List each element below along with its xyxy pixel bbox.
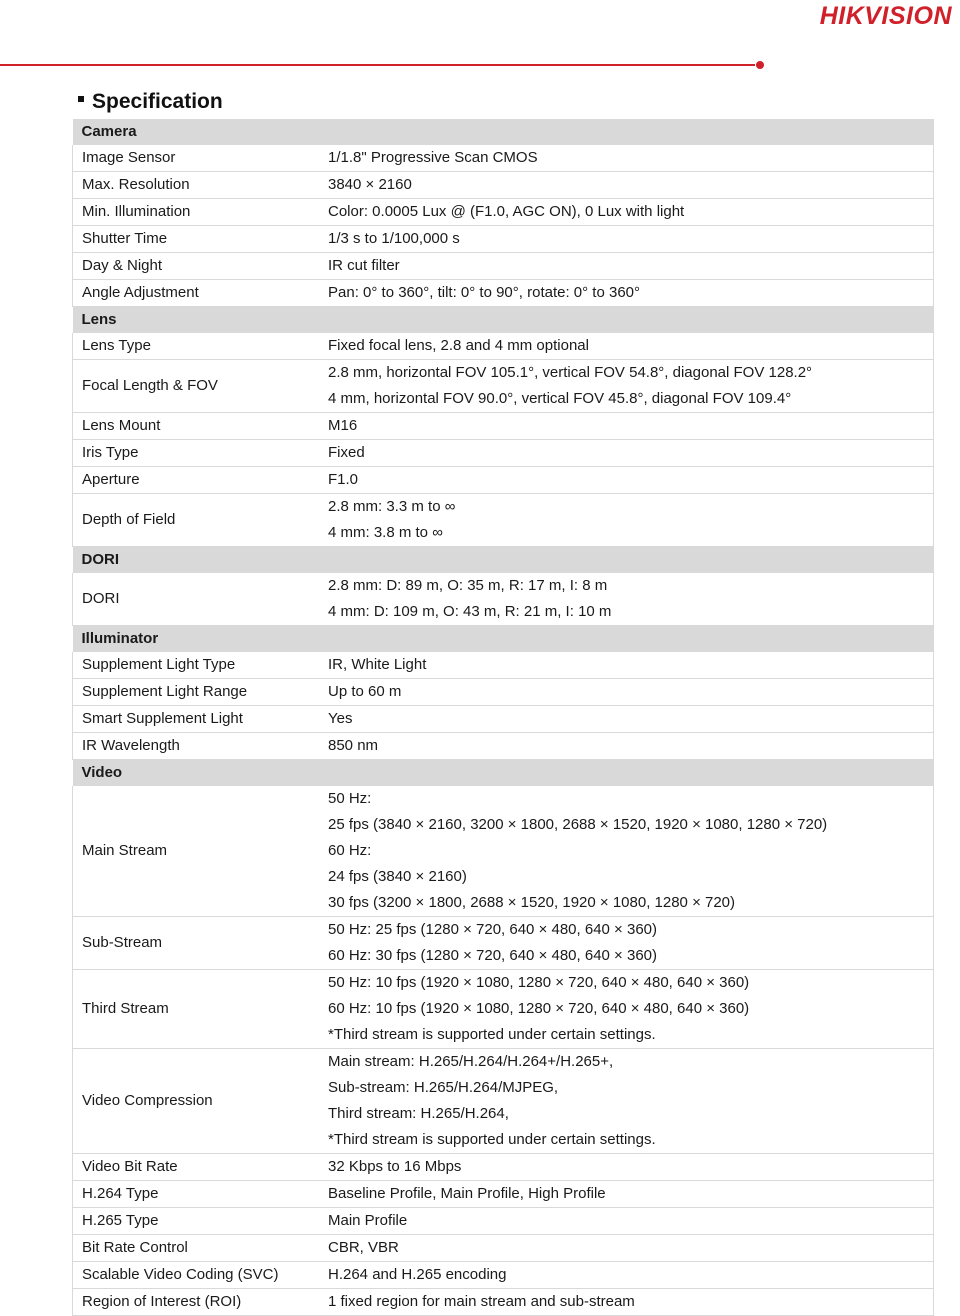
spec-value — [319, 494, 934, 547]
spec-row — [73, 1181, 934, 1208]
spec-row — [73, 226, 934, 253]
spec-value-line: F1.0 — [328, 471, 359, 488]
spec-value-line: 60 Hz: 10 fps (1920 × 1080, 1280 × 720, 640 × 480, 640 × 360) — [328, 1000, 750, 1017]
spec-row — [73, 253, 934, 280]
spec-label: Scalable Video Coding (SVC) — [73, 1262, 320, 1289]
spec-value-line: M16 — [328, 417, 358, 434]
spec-row — [73, 917, 934, 970]
spec-value-line: 50 Hz: — [328, 790, 372, 807]
spec-label: Image Sensor — [73, 145, 320, 172]
section-spacer — [319, 760, 934, 787]
spec-value-line: 1 fixed region for main stream and sub-stream — [328, 1293, 635, 1310]
spec-value-line: Sub-stream: H.265/H.264/MJPEG, — [328, 1079, 559, 1096]
spec-label: DORI — [73, 573, 320, 626]
spec-value — [319, 253, 934, 280]
spec-row — [73, 413, 934, 440]
spec-row — [73, 467, 934, 494]
spec-label: Supplement Light Range — [73, 679, 320, 706]
spec-value — [319, 706, 934, 733]
spec-value-line: 4 mm: 3.8 m to ∞ — [328, 524, 443, 541]
spec-row — [73, 333, 934, 360]
spec-label: Video Bit Rate — [73, 1154, 320, 1181]
spec-value-line: Pan: 0° to 360°, tilt: 0° to 90°, rotate: 0° to 360° — [328, 284, 641, 301]
spec-label: Angle Adjustment — [73, 280, 320, 307]
spec-value — [319, 1181, 934, 1208]
spec-value — [319, 1049, 934, 1154]
spec-row — [73, 280, 934, 307]
spec-value-line: 32 Kbps to 16 Mbps — [328, 1158, 462, 1175]
square-bullet-icon — [78, 96, 84, 102]
spec-value — [319, 413, 934, 440]
spec-value-line: 2.8 mm: 3.3 m to ∞ — [328, 498, 456, 515]
spec-value-line: *Third stream is supported under certain settings. — [328, 1026, 656, 1043]
spec-label: Smart Supplement Light — [73, 706, 320, 733]
spec-row — [73, 786, 934, 917]
section-spacer — [319, 547, 934, 574]
section-header-illuminator — [73, 626, 934, 653]
spec-value-line: Baseline Profile, Main Profile, High Profile — [328, 1185, 606, 1202]
spec-value — [319, 679, 934, 706]
spec-value — [319, 652, 934, 679]
section-header-dori — [73, 547, 934, 574]
spec-value-line: 4 mm: D: 109 m, O: 43 m, R: 21 m, I: 10 m — [328, 603, 612, 620]
header-divider-dot — [756, 61, 764, 69]
spec-label: Main Stream — [73, 786, 320, 917]
spec-label: Iris Type — [73, 440, 320, 467]
spec-row — [73, 494, 934, 547]
section-spacer — [319, 307, 934, 334]
spec-label: Aperture — [73, 467, 320, 494]
spec-value-line: H.264 and H.265 encoding — [328, 1266, 507, 1283]
spec-value — [319, 970, 934, 1049]
spec-value — [319, 1208, 934, 1235]
spec-value-line: IR cut filter — [328, 257, 400, 274]
spec-value-line: 60 Hz: 30 fps (1280 × 720, 640 × 480, 640 × 360) — [328, 947, 657, 964]
spec-label: Region of Interest (ROI) — [73, 1289, 320, 1316]
spec-row — [73, 733, 934, 760]
spec-value — [319, 360, 934, 413]
spec-label: IR Wavelength — [73, 733, 320, 760]
section-spacer — [319, 119, 934, 145]
spec-value-line: IR, White Light — [328, 656, 427, 673]
spec-row — [73, 1262, 934, 1289]
section-title: DORI — [73, 547, 320, 574]
section-title: Lens — [73, 307, 320, 334]
spec-label: Depth of Field — [73, 494, 320, 547]
spec-value — [319, 1154, 934, 1181]
spec-label: Video Compression — [73, 1049, 320, 1154]
spec-value-line: 25 fps (3840 × 2160, 3200 × 1800, 2688 × 1520, 1920 × 1080, 1280 × 720) — [328, 816, 828, 833]
spec-value-line: Color: 0.0005 Lux @ (F1.0, AGC ON), 0 Lux with light — [328, 203, 685, 220]
section-title: Video — [73, 760, 320, 787]
section-header-video — [73, 760, 934, 787]
spec-value — [319, 467, 934, 494]
spec-row — [73, 440, 934, 467]
spec-row — [73, 1235, 934, 1262]
page-title — [78, 90, 223, 114]
brand-logo: HIKVISION — [819, 2, 952, 30]
spec-value — [319, 733, 934, 760]
spec-value-line: *Third stream is supported under certain settings. — [328, 1131, 656, 1148]
spec-label: Third Stream — [73, 970, 320, 1049]
spec-label: Shutter Time — [73, 226, 320, 253]
spec-value — [319, 1262, 934, 1289]
spec-label: Focal Length & FOV — [73, 360, 320, 413]
spec-value-line: 2.8 mm: D: 89 m, O: 35 m, R: 17 m, I: 8 m — [328, 577, 608, 594]
spec-label: H.264 Type — [73, 1181, 320, 1208]
spec-label: Bit Rate Control — [73, 1235, 320, 1262]
spec-value-line: Main Profile — [328, 1212, 408, 1229]
spec-row — [73, 652, 934, 679]
spec-label: Supplement Light Type — [73, 652, 320, 679]
spec-label: Lens Mount — [73, 413, 320, 440]
spec-value — [319, 172, 934, 199]
spec-value — [319, 226, 934, 253]
spec-row — [73, 706, 934, 733]
section-header-camera — [73, 119, 934, 145]
spec-row — [73, 360, 934, 413]
spec-value-line: Main stream: H.265/H.264/H.264+/H.265+, — [328, 1053, 614, 1070]
spec-row — [73, 573, 934, 626]
spec-value — [319, 280, 934, 307]
spec-value — [319, 573, 934, 626]
section-title: Illuminator — [73, 626, 320, 653]
spec-value-line: 50 Hz: 10 fps (1920 × 1080, 1280 × 720, 640 × 480, 640 × 360) — [328, 974, 750, 991]
spec-value-line: 3840 × 2160 — [328, 176, 412, 193]
spec-value-line: 4 mm, horizontal FOV 90.0°, vertical FOV 45.8°, diagonal FOV 109.4° — [328, 390, 792, 407]
spec-row — [73, 1049, 934, 1154]
spec-value — [319, 1235, 934, 1262]
spec-row — [73, 145, 934, 172]
spec-value-line: Third stream: H.265/H.264, — [328, 1105, 509, 1122]
header-divider — [0, 64, 755, 66]
specification-table — [72, 119, 934, 1316]
page-title-text: Specification — [92, 90, 223, 113]
spec-label: Lens Type — [73, 333, 320, 360]
spec-row — [73, 1208, 934, 1235]
spec-value-line: 1/1.8" Progressive Scan CMOS — [328, 149, 538, 166]
spec-value-line: 60 Hz: — [328, 842, 372, 859]
spec-row — [73, 172, 934, 199]
spec-row — [73, 1154, 934, 1181]
spec-row — [73, 1289, 934, 1316]
spec-row — [73, 679, 934, 706]
spec-label: Max. Resolution — [73, 172, 320, 199]
spec-label: Min. Illumination — [73, 199, 320, 226]
spec-value-line: 50 Hz: 25 fps (1280 × 720, 640 × 480, 640 × 360) — [328, 921, 657, 938]
section-title: Camera — [73, 119, 320, 145]
spec-value-line: 850 nm — [328, 737, 379, 754]
spec-value — [319, 1289, 934, 1316]
spec-value — [319, 199, 934, 226]
spec-value-line: Yes — [328, 710, 353, 727]
spec-value — [319, 917, 934, 970]
spec-label: Sub-Stream — [73, 917, 320, 970]
spec-value-line: Fixed — [328, 444, 365, 461]
spec-value-line: 24 fps (3840 × 2160) — [328, 868, 467, 885]
spec-row — [73, 970, 934, 1049]
spec-value — [319, 333, 934, 360]
spec-label: H.265 Type — [73, 1208, 320, 1235]
spec-label: Day & Night — [73, 253, 320, 280]
section-header-lens — [73, 307, 934, 334]
spec-value-line: Fixed focal lens, 2.8 and 4 mm optional — [328, 337, 589, 354]
spec-value-line: Up to 60 m — [328, 683, 402, 700]
spec-row — [73, 199, 934, 226]
spec-value-line: 30 fps (3200 × 1800, 2688 × 1520, 1920 × 1080, 1280 × 720) — [328, 894, 736, 911]
section-spacer — [319, 626, 934, 653]
spec-value — [319, 440, 934, 467]
spec-value-line: 2.8 mm, horizontal FOV 105.1°, vertical FOV 54.8°, diagonal FOV 128.2° — [328, 364, 813, 381]
spec-value — [319, 786, 934, 917]
spec-value — [319, 145, 934, 172]
spec-value-line: 1/3 s to 1/100,000 s — [328, 230, 460, 247]
spec-value-line: CBR, VBR — [328, 1239, 399, 1256]
